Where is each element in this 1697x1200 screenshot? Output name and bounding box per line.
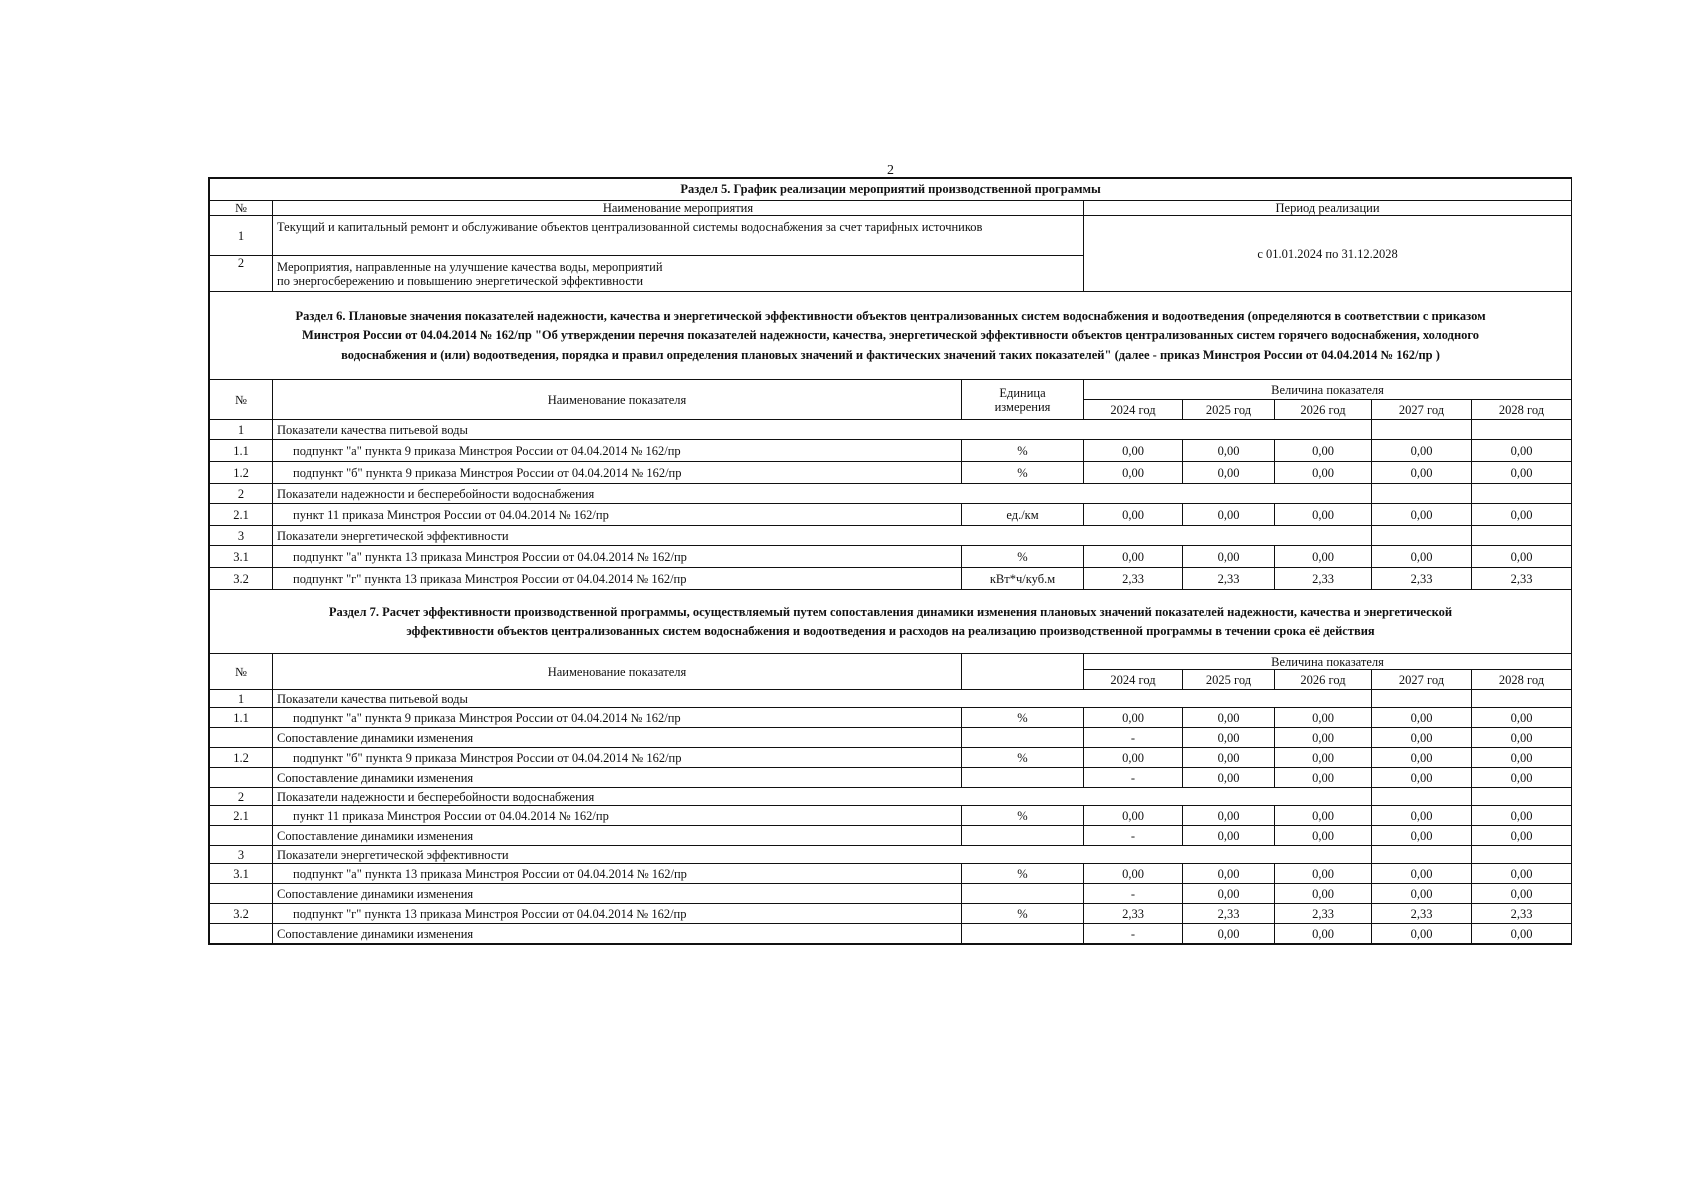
comparison-label: Сопоставление динамики изменения bbox=[273, 728, 962, 748]
value-cell: 0,00 bbox=[1183, 924, 1275, 944]
value-cell: 0,00 bbox=[1472, 884, 1572, 904]
s5-row1-no: 1 bbox=[210, 216, 273, 256]
value-cell: 0,00 bbox=[1275, 708, 1372, 728]
value-cell: - bbox=[1084, 728, 1183, 748]
value-cell: 0,00 bbox=[1183, 728, 1275, 748]
section7-year-2026год: 2026 год bbox=[1275, 670, 1372, 690]
value-cell: 0,00 bbox=[1472, 708, 1572, 728]
comparison-label: Сопоставление динамики изменения bbox=[273, 826, 962, 846]
value-cell: 0,00 bbox=[1472, 806, 1572, 826]
table-row bbox=[210, 484, 1572, 504]
s7-col-name: Наименование показателя bbox=[273, 654, 962, 690]
row-number bbox=[210, 826, 273, 846]
value-cell: 0,00 bbox=[1372, 708, 1472, 728]
value-cell: 2,33 bbox=[1275, 904, 1372, 924]
empty-cell bbox=[1372, 420, 1472, 440]
indicator-name: подпункт "б" пункта 9 приказа Минстроя России от 04.04.2014 № 162/пр bbox=[273, 748, 962, 768]
row-number bbox=[210, 884, 273, 904]
value-cell: 0,00 bbox=[1183, 806, 1275, 826]
row-number: 3.2 bbox=[210, 904, 273, 924]
indicator-name: подпункт "а" пункта 13 приказа Минстроя России от 04.04.2014 № 162/пр bbox=[273, 864, 962, 884]
s5-row2-name-line1: Мероприятия, направленные на улучшение качества воды, мероприятий bbox=[277, 259, 663, 274]
table-row bbox=[210, 924, 1572, 944]
value-cell: 0,00 bbox=[1183, 826, 1275, 846]
table-row bbox=[210, 526, 1572, 546]
value-cell: 2,33 bbox=[1372, 904, 1472, 924]
table-row bbox=[210, 690, 1572, 708]
value-cell: 0,00 bbox=[1372, 768, 1472, 788]
s6-col-unit-line1: Единица bbox=[999, 385, 1046, 400]
value-cell: 2,33 bbox=[1084, 904, 1183, 924]
empty-cell bbox=[1472, 846, 1572, 864]
row-number: 1.1 bbox=[210, 440, 273, 462]
empty-cell bbox=[1472, 690, 1572, 708]
section7-year-2027год: 2027 год bbox=[1372, 670, 1472, 690]
comparison-label: Сопоставление динамики изменения bbox=[273, 924, 962, 944]
section6 bbox=[210, 292, 1572, 420]
value-cell: 2,33 bbox=[1183, 904, 1275, 924]
empty-cell bbox=[1472, 484, 1572, 504]
value-cell: 0,00 bbox=[1372, 462, 1472, 484]
value-cell: 2,33 bbox=[1084, 568, 1183, 590]
value-cell: 0,00 bbox=[1084, 462, 1183, 484]
row-number: 1 bbox=[210, 420, 273, 440]
unit-cell bbox=[962, 728, 1084, 748]
group-title: Показатели надежности и бесперебойности водоснабжения bbox=[273, 788, 1372, 806]
row-number bbox=[210, 768, 273, 788]
row-number: 1.1 bbox=[210, 708, 273, 728]
unit-cell: % bbox=[962, 864, 1084, 884]
value-cell: 0,00 bbox=[1372, 440, 1472, 462]
value-cell: 0,00 bbox=[1183, 440, 1275, 462]
row-number: 3 bbox=[210, 846, 273, 864]
value-cell: 2,33 bbox=[1183, 568, 1275, 590]
table-row bbox=[210, 788, 1572, 806]
table-row bbox=[210, 440, 1572, 462]
value-cell: 0,00 bbox=[1275, 748, 1372, 768]
row-number: 3 bbox=[210, 526, 273, 546]
value-cell: 0,00 bbox=[1183, 884, 1275, 904]
value-cell: 0,00 bbox=[1084, 504, 1183, 526]
value-cell: 0,00 bbox=[1472, 728, 1572, 748]
section5 bbox=[210, 179, 1572, 292]
value-cell: 0,00 bbox=[1275, 440, 1372, 462]
document-table bbox=[208, 177, 1572, 945]
table-row bbox=[210, 462, 1572, 484]
value-cell: 0,00 bbox=[1275, 546, 1372, 568]
unit-cell: % bbox=[962, 462, 1084, 484]
s7-rows bbox=[210, 690, 1572, 944]
value-cell: 0,00 bbox=[1372, 826, 1472, 846]
table-row bbox=[210, 748, 1572, 768]
empty-cell bbox=[1372, 484, 1472, 504]
unit-cell: % bbox=[962, 748, 1084, 768]
value-cell: 0,00 bbox=[1183, 768, 1275, 788]
value-cell: 0,00 bbox=[1275, 462, 1372, 484]
row-number: 2.1 bbox=[210, 504, 273, 526]
table-row bbox=[210, 728, 1572, 748]
row-number: 1 bbox=[210, 690, 273, 708]
s7-col-value: Величина показателя bbox=[1084, 654, 1572, 670]
value-cell: 0,00 bbox=[1275, 504, 1372, 526]
unit-cell: ед./км bbox=[962, 504, 1084, 526]
value-cell: - bbox=[1084, 924, 1183, 944]
value-cell: 0,00 bbox=[1183, 748, 1275, 768]
value-cell: 0,00 bbox=[1275, 864, 1372, 884]
section6-year-2027год: 2027 год bbox=[1372, 400, 1472, 420]
value-cell: 0,00 bbox=[1472, 440, 1572, 462]
value-cell: 0,00 bbox=[1472, 864, 1572, 884]
empty-cell bbox=[1372, 788, 1472, 806]
section7-year-2028год: 2028 год bbox=[1472, 670, 1572, 690]
group-title: Показатели надежности и бесперебойности водоснабжения bbox=[273, 484, 1372, 504]
value-cell: 0,00 bbox=[1472, 546, 1572, 568]
value-cell: 0,00 bbox=[1183, 708, 1275, 728]
main-table bbox=[209, 178, 1572, 944]
value-cell: 0,00 bbox=[1472, 826, 1572, 846]
indicator-name: подпункт "г" пункта 13 приказа Минстроя России от 04.04.2014 № 162/пр bbox=[273, 568, 962, 590]
section6-year-2024год: 2024 год bbox=[1084, 400, 1183, 420]
table-row bbox=[210, 904, 1572, 924]
value-cell: 0,00 bbox=[1275, 806, 1372, 826]
comparison-label: Сопоставление динамики изменения bbox=[273, 884, 962, 904]
unit-cell: % bbox=[962, 440, 1084, 462]
value-cell: 0,00 bbox=[1372, 728, 1472, 748]
empty-cell bbox=[1372, 690, 1472, 708]
row-number: 3.1 bbox=[210, 546, 273, 568]
group-title: Показатели энергетической эффективности bbox=[273, 526, 1372, 546]
table-row bbox=[210, 504, 1572, 526]
value-cell: - bbox=[1084, 826, 1183, 846]
value-cell: 0,00 bbox=[1372, 884, 1472, 904]
indicator-name: подпункт "а" пункта 9 приказа Минстроя России от 04.04.2014 № 162/пр bbox=[273, 708, 962, 728]
s7-col-unit bbox=[962, 654, 1084, 690]
value-cell: 0,00 bbox=[1275, 826, 1372, 846]
value-cell: 0,00 bbox=[1084, 440, 1183, 462]
row-number bbox=[210, 728, 273, 748]
s6-rows bbox=[210, 420, 1572, 590]
row-number: 2 bbox=[210, 484, 273, 504]
s7-col-no: № bbox=[210, 654, 273, 690]
group-title: Показатели энергетической эффективности bbox=[273, 846, 1372, 864]
empty-cell bbox=[1472, 788, 1572, 806]
value-cell: 0,00 bbox=[1472, 748, 1572, 768]
value-cell: 2,33 bbox=[1472, 904, 1572, 924]
unit-cell bbox=[962, 924, 1084, 944]
empty-cell bbox=[1472, 420, 1572, 440]
s5-col-period: Период реализации bbox=[1084, 201, 1572, 216]
row-number: 1.2 bbox=[210, 748, 273, 768]
section6-title bbox=[210, 292, 1572, 380]
unit-cell: % bbox=[962, 904, 1084, 924]
table-row bbox=[210, 768, 1572, 788]
indicator-name: подпункт "а" пункта 13 приказа Минстроя России от 04.04.2014 № 162/пр bbox=[273, 546, 962, 568]
row-number: 2 bbox=[210, 788, 273, 806]
value-cell: 0,00 bbox=[1472, 462, 1572, 484]
table-row bbox=[210, 806, 1572, 826]
unit-cell bbox=[962, 768, 1084, 788]
value-cell: 0,00 bbox=[1084, 748, 1183, 768]
value-cell: - bbox=[1084, 884, 1183, 904]
s6-col-value: Величина показателя bbox=[1084, 380, 1572, 400]
unit-cell bbox=[962, 826, 1084, 846]
s5-row2-name-line2: по энергосбережению и повышению энергетической эффективности bbox=[277, 273, 644, 288]
value-cell: - bbox=[1084, 768, 1183, 788]
value-cell: 0,00 bbox=[1084, 546, 1183, 568]
value-cell: 0,00 bbox=[1275, 728, 1372, 748]
unit-cell bbox=[962, 884, 1084, 904]
value-cell: 0,00 bbox=[1183, 864, 1275, 884]
table-row bbox=[210, 846, 1572, 864]
section7-title bbox=[210, 590, 1572, 654]
value-cell: 0,00 bbox=[1084, 806, 1183, 826]
value-cell: 0,00 bbox=[1275, 768, 1372, 788]
value-cell: 0,00 bbox=[1275, 884, 1372, 904]
value-cell: 0,00 bbox=[1372, 546, 1472, 568]
unit-cell: кВт*ч/куб.м bbox=[962, 568, 1084, 590]
row-number: 2.1 bbox=[210, 806, 273, 826]
row-number bbox=[210, 924, 273, 944]
s7-title-line1: Раздел 7. Расчет эффективности производственной программы, осуществляемый путем сопоставления динамики изменения плановых значений показателей надежности, качества и энергетической bbox=[328, 604, 1453, 619]
s7-title-line2: эффективности объектов централизованных систем водоснабжения и водоотведения и расходов на реализацию производственной программы в течении срока её действия bbox=[406, 623, 1375, 638]
table-row bbox=[210, 568, 1572, 590]
value-cell: 0,00 bbox=[1472, 768, 1572, 788]
s6-col-unit-line2: измерения bbox=[994, 399, 1051, 414]
empty-cell bbox=[1472, 526, 1572, 546]
section7-year-2024год: 2024 год bbox=[1084, 670, 1183, 690]
value-cell: 0,00 bbox=[1275, 924, 1372, 944]
value-cell: 0,00 bbox=[1372, 924, 1472, 944]
indicator-name: пункт 11 приказа Минстроя России от 04.04.2014 № 162/пр bbox=[273, 806, 962, 826]
section6-year-2026год: 2026 год bbox=[1275, 400, 1372, 420]
indicator-name: пункт 11 приказа Минстроя России от 04.04.2014 № 162/пр bbox=[273, 504, 962, 526]
value-cell: 0,00 bbox=[1183, 504, 1275, 526]
section7 bbox=[210, 590, 1572, 690]
s6-col-no: № bbox=[210, 380, 273, 420]
s6-col-name: Наименование показателя bbox=[273, 380, 962, 420]
indicator-name: подпункт "г" пункта 13 приказа Минстроя России от 04.04.2014 № 162/пр bbox=[273, 904, 962, 924]
value-cell: 0,00 bbox=[1084, 864, 1183, 884]
unit-cell: % bbox=[962, 546, 1084, 568]
page-number: 2 bbox=[887, 163, 894, 178]
unit-cell: % bbox=[962, 708, 1084, 728]
s5-col-name: Наименование мероприятия bbox=[273, 201, 1084, 216]
table-row bbox=[210, 708, 1572, 728]
comparison-label: Сопоставление динамики изменения bbox=[273, 768, 962, 788]
value-cell: 0,00 bbox=[1372, 748, 1472, 768]
value-cell: 0,00 bbox=[1183, 462, 1275, 484]
value-cell: 2,33 bbox=[1372, 568, 1472, 590]
s5-period: с 01.01.2024 по 31.12.2028 bbox=[1084, 216, 1572, 292]
row-number: 1.2 bbox=[210, 462, 273, 484]
s5-row2-no: 2 bbox=[210, 256, 273, 292]
value-cell: 0,00 bbox=[1372, 864, 1472, 884]
value-cell: 0,00 bbox=[1084, 708, 1183, 728]
row-number: 3.2 bbox=[210, 568, 273, 590]
s6-title-line3: водоснабжения и (или) водоотведения, порядка и правил определения плановых значений и фактических значений таких показателей" (далее - приказ Минстроя России от 04.04.2014 № 162/пр ) bbox=[341, 347, 1440, 362]
s6-title-line1: Раздел 6. Плановые значения показателей надежности, качества и энергетической эффективности объектов централизованных систем водоснабжения и водоотведения (определяются в соответствии с приказом bbox=[295, 308, 1486, 323]
s6-col-unit bbox=[962, 380, 1084, 420]
value-cell: 0,00 bbox=[1183, 546, 1275, 568]
empty-cell bbox=[1372, 846, 1472, 864]
section6-year-2025год: 2025 год bbox=[1183, 400, 1275, 420]
value-cell: 0,00 bbox=[1472, 504, 1572, 526]
value-cell: 0,00 bbox=[1372, 504, 1472, 526]
group-title: Показатели качества питьевой воды bbox=[273, 420, 1372, 440]
value-cell: 2,33 bbox=[1275, 568, 1372, 590]
s5-col-no: № bbox=[210, 201, 273, 216]
indicator-name: подпункт "а" пункта 9 приказа Минстроя России от 04.04.2014 № 162/пр bbox=[273, 440, 962, 462]
table-row bbox=[210, 884, 1572, 904]
section5-title: Раздел 5. График реализации мероприятий производственной программы bbox=[210, 179, 1572, 201]
s5-row2-name bbox=[273, 256, 1084, 292]
s6-title-line2: Минстроя России от 04.04.2014 № 162/пр "Об утверждении перечня показателей надежности, качества, энергетической эффективности объектов централизованных систем горячего водоснабжения, холодного bbox=[301, 328, 1480, 343]
table-row bbox=[210, 826, 1572, 846]
empty-cell bbox=[1372, 526, 1472, 546]
section6-year-2028год: 2028 год bbox=[1472, 400, 1572, 420]
unit-cell: % bbox=[962, 806, 1084, 826]
table-row bbox=[210, 420, 1572, 440]
table-row bbox=[210, 546, 1572, 568]
row-number: 3.1 bbox=[210, 864, 273, 884]
group-title: Показатели качества питьевой воды bbox=[273, 690, 1372, 708]
value-cell: 0,00 bbox=[1372, 806, 1472, 826]
table-row bbox=[210, 864, 1572, 884]
value-cell: 2,33 bbox=[1472, 568, 1572, 590]
s5-row1-name: Текущий и капитальный ремонт и обслуживание объектов централизованной системы водоснабжения за счет тарифных источников bbox=[273, 216, 1084, 256]
indicator-name: подпункт "б" пункта 9 приказа Минстроя России от 04.04.2014 № 162/пр bbox=[273, 462, 962, 484]
section7-year-2025год: 2025 год bbox=[1183, 670, 1275, 690]
value-cell: 0,00 bbox=[1472, 924, 1572, 944]
